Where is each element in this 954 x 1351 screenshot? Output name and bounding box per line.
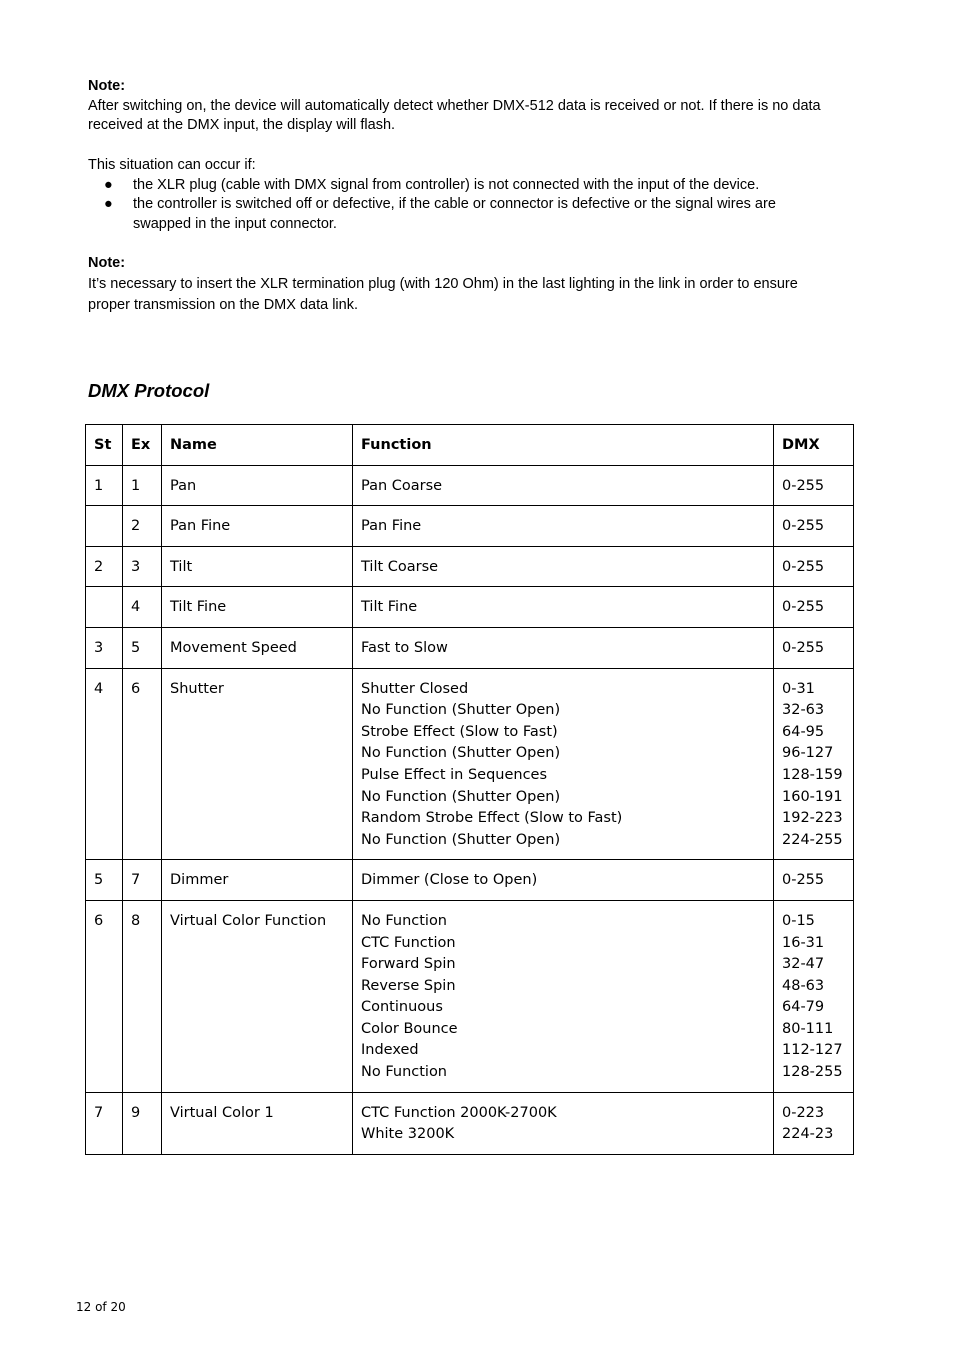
cell-st: 2 bbox=[86, 546, 123, 587]
cell-function-line: Tilt Coarse bbox=[361, 558, 439, 575]
cell-dmx-line: 128-255 bbox=[782, 1064, 843, 1081]
cell-dmx-line: 0-15 bbox=[782, 912, 815, 929]
cell-function-line: Pulse Effect in Sequences bbox=[361, 766, 548, 783]
bullet-icon: ● bbox=[104, 196, 113, 212]
cell-function-line: Indexed bbox=[361, 1042, 419, 1059]
table-row bbox=[86, 668, 854, 860]
cell-dmx bbox=[774, 587, 854, 628]
cell-function bbox=[353, 860, 774, 901]
cell-name: Pan Fine bbox=[162, 506, 353, 547]
cell-function bbox=[353, 546, 774, 587]
cell-function-line: Reverse Spin bbox=[361, 977, 456, 994]
cell-function-line: Continuous bbox=[361, 999, 443, 1016]
cell-function-line: Tilt Fine bbox=[361, 599, 418, 616]
situation-block bbox=[88, 156, 828, 234]
note-block bbox=[88, 77, 828, 136]
cell-function-line: Shutter Closed bbox=[361, 680, 469, 697]
cell-function bbox=[353, 506, 774, 547]
list-item: ● the XLR plug (cable with DMX signal from controller) is not connected with the input of the device. bbox=[88, 176, 828, 196]
table-row bbox=[86, 1092, 854, 1154]
table-row bbox=[86, 627, 854, 668]
cell-dmx-line: 0-31 bbox=[782, 680, 815, 697]
cell-function-line: No Function bbox=[361, 1064, 448, 1081]
column-header-st: St bbox=[86, 425, 123, 466]
cell-function-line: No Function (Shutter Open) bbox=[361, 788, 561, 805]
cell-function-line: Fast to Slow bbox=[361, 639, 448, 656]
cell-function-line: Forward Spin bbox=[361, 956, 456, 973]
cell-dmx bbox=[774, 860, 854, 901]
cell-name: Shutter bbox=[162, 668, 353, 860]
cell-st: 4 bbox=[86, 668, 123, 860]
cell-ex: 1 bbox=[123, 465, 162, 506]
situation-list bbox=[88, 176, 828, 235]
section-title: DMX Protocol bbox=[88, 380, 210, 401]
cell-function-line: Pan Coarse bbox=[361, 477, 443, 494]
cell-function bbox=[353, 587, 774, 628]
cell-dmx-line: 32-47 bbox=[782, 956, 825, 973]
table-row bbox=[86, 587, 854, 628]
cell-function-line: No Function (Shutter Open) bbox=[361, 702, 561, 719]
cell-dmx-line: 16-31 bbox=[782, 934, 825, 951]
column-header-name: Name bbox=[162, 425, 353, 466]
cell-dmx-line: 0-255 bbox=[782, 639, 825, 656]
cell-ex: 6 bbox=[123, 668, 162, 860]
cell-dmx bbox=[774, 627, 854, 668]
cell-dmx-line: 48-63 bbox=[782, 977, 825, 994]
cell-function-line: CTC Function 2000K-2700K bbox=[361, 1104, 557, 1121]
cell-dmx-line: 0-255 bbox=[782, 518, 825, 535]
cell-function-line: Pan Fine bbox=[361, 518, 422, 535]
cell-dmx-line: 0-255 bbox=[782, 872, 825, 889]
cell-function-line: White 3200K bbox=[361, 1126, 455, 1143]
note-label: Note: bbox=[88, 255, 126, 271]
table-row bbox=[86, 465, 854, 506]
column-header-ex: Ex bbox=[123, 425, 162, 466]
table-row bbox=[86, 506, 854, 547]
cell-name: Tilt bbox=[162, 546, 353, 587]
cell-name: Virtual Color Function bbox=[162, 900, 353, 1092]
cell-ex: 9 bbox=[123, 1092, 162, 1154]
list-item: ● the controller is switched off or defective, if the cable or connector is defective or the signal wires are swapped in the input connector. bbox=[104, 196, 776, 232]
cell-st: 7 bbox=[86, 1092, 123, 1154]
column-header-dmx: DMX bbox=[774, 425, 854, 466]
column-header-function: Function bbox=[353, 425, 774, 466]
cell-function-line: Strobe Effect (Slow to Fast) bbox=[361, 723, 558, 740]
cell-st bbox=[86, 587, 123, 628]
cell-function-line: No Function bbox=[361, 912, 448, 929]
cell-st: 3 bbox=[86, 627, 123, 668]
cell-ex: 8 bbox=[123, 900, 162, 1092]
cell-function-line: No Function (Shutter Open) bbox=[361, 831, 561, 848]
cell-ex: 3 bbox=[123, 546, 162, 587]
cell-dmx bbox=[774, 668, 854, 860]
table-row bbox=[86, 900, 854, 1092]
cell-function-line: Dimmer (Close to Open) bbox=[361, 872, 538, 889]
cell-dmx-line: 128-159 bbox=[782, 766, 843, 783]
cell-st: 1 bbox=[86, 465, 123, 506]
note-label: Note: bbox=[88, 78, 126, 94]
note-text: It’s necessary to insert the XLR termination plug (with 120 Ohm) in the last lighting in the link in order to ensure proper transmission on the DMX data link. bbox=[88, 275, 798, 313]
table-header-row bbox=[86, 425, 854, 466]
cell-name: Tilt Fine bbox=[162, 587, 353, 628]
cell-dmx-line: 160-191 bbox=[782, 788, 843, 805]
table-row bbox=[86, 860, 854, 901]
cell-function bbox=[353, 465, 774, 506]
dmx-protocol-table bbox=[85, 424, 854, 1155]
cell-dmx bbox=[774, 506, 854, 547]
cell-name: Movement Speed bbox=[162, 627, 353, 668]
cell-ex: 5 bbox=[123, 627, 162, 668]
table-body bbox=[86, 465, 854, 1154]
situation-intro: This situation can occur if: bbox=[88, 157, 256, 173]
table-row bbox=[86, 546, 854, 587]
cell-dmx-line: 64-79 bbox=[782, 999, 825, 1016]
cell-dmx bbox=[774, 900, 854, 1092]
cell-dmx-line: 192-223 bbox=[782, 810, 843, 827]
cell-function bbox=[353, 900, 774, 1092]
cell-st bbox=[86, 506, 123, 547]
cell-name: Pan bbox=[162, 465, 353, 506]
cell-dmx-line: 224-23 bbox=[782, 1126, 834, 1143]
cell-st: 5 bbox=[86, 860, 123, 901]
cell-st: 6 bbox=[86, 900, 123, 1092]
cell-dmx-line: 0-223 bbox=[782, 1104, 825, 1121]
cell-dmx-line: 0-255 bbox=[782, 477, 825, 494]
cell-name: Dimmer bbox=[162, 860, 353, 901]
note-text: After switching on, the device will automatically detect whether DMX-512 data is received or not. If there is no data received at the DMX input, the display will flash. bbox=[88, 97, 821, 133]
bullet-icon: ● bbox=[104, 176, 113, 193]
cell-ex: 7 bbox=[123, 860, 162, 901]
cell-name: Virtual Color 1 bbox=[162, 1092, 353, 1154]
cell-function bbox=[353, 668, 774, 860]
note-block bbox=[88, 254, 828, 316]
cell-ex: 4 bbox=[123, 587, 162, 628]
cell-dmx-line: 112-127 bbox=[782, 1042, 843, 1059]
cell-function bbox=[353, 1092, 774, 1154]
cell-dmx bbox=[774, 546, 854, 587]
cell-dmx-line: 224-255 bbox=[782, 831, 843, 848]
page-number: 12 of 20 bbox=[76, 1300, 126, 1314]
cell-dmx-line: 64-95 bbox=[782, 723, 825, 740]
cell-function-line: Random Strobe Effect (Slow to Fast) bbox=[361, 810, 623, 827]
cell-dmx bbox=[774, 465, 854, 506]
cell-function-line: No Function (Shutter Open) bbox=[361, 745, 561, 762]
cell-function bbox=[353, 627, 774, 668]
cell-dmx-line: 32-63 bbox=[782, 702, 825, 719]
cell-dmx-line: 96-127 bbox=[782, 745, 834, 762]
cell-function-line: CTC Function bbox=[361, 934, 456, 951]
cell-dmx-line: 0-255 bbox=[782, 599, 825, 616]
cell-function-line: Color Bounce bbox=[361, 1020, 458, 1037]
cell-dmx bbox=[774, 1092, 854, 1154]
cell-dmx-line: 0-255 bbox=[782, 558, 825, 575]
cell-dmx-line: 80-111 bbox=[782, 1020, 834, 1037]
cell-ex: 2 bbox=[123, 506, 162, 547]
